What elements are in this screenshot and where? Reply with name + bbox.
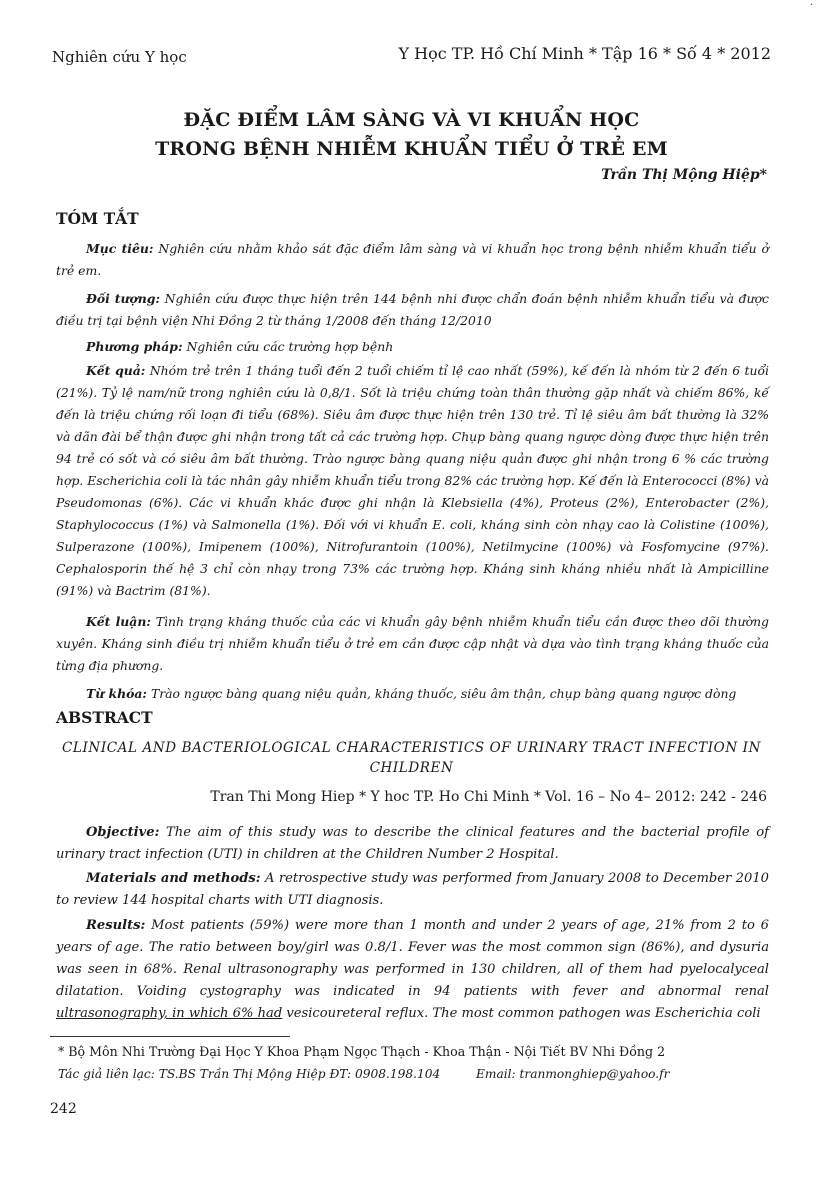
vn-objective [56, 238, 769, 282]
footnote-affiliation: * Bộ Môn Nhi Trường Đại Học Y Khoa Phạm Ngọc Thạch - Khoa Thận - Nội Tiết BV Nhi Đồng 2 [58, 1044, 666, 1059]
title-line-2: TRONG BỆNH NHIỄM KHUẨN TIỂU Ở TRẺ EM [155, 138, 668, 160]
en-results-text-a: Most patients (59%) were more than 1 month and under 2 years of age, 21% from 2 to 6 years of age. The ratio between boy/girl was 0.8/1. Fever was the most common sign (86%), and dysuria was seen in 68%. Renal ultrasonography was performed in 130 children, all of them had pyelocalyceal dilatation. Voiding cystography was indicated in 94 patients with fever and abnormal renal [56, 918, 769, 999]
vn-methods-text: Nghiên cứu các trường hợp bệnh [182, 339, 394, 354]
vn-subjects [56, 288, 769, 332]
vn-results-text: Nhóm trẻ trên 1 tháng tuổi đến 2 tuổi chiếm tỉ lệ cao nhất (59%), kế đến là nhóm từ 2 đến 6 tuổi (21%). Tỷ lệ nam/nữ trong nghiên cứu là 0,8/1. Sốt là triệu chứng toàn thân thường gặp nhất và chiếm 86%, kế đến là triệu chứng rối loạn đi tiểu (68%). Siêu âm được thực hiện trên 130 trẻ. Tỉ lệ siêu âm bất thường là 32% và dãn đài bể thận được ghi nhận trong tất cả các trường hợp. Chụp bàng quang ngược dòng được thực hiện trên 94 trẻ có sốt và có siêu âm bất thường. Trào ngược bàng quang niệu quản được ghi nhận trong 6 % các trường hợp. Escherichia coli là tác nhân gây nhiễm khuẩn tiểu trong 82% các trường hợp. Kế đến là Enterococci (8%) và Pseudomonas (6%). Các vi khuẩn khác được ghi nhận là Klebsiella (4%), Proteus (2%), Enterobacter (2%), Staphylococcus (1%) và Salmonella (1%). Đối với vi khuẩn E. coli, kháng sinh còn nhạy cao là Colistine (100%), Sulperazone (100%), Imipenem (100%), Nitrofurantoin (100%), Netilmycine (100%) và Fosfomycine (97%). Cephalosporin thế hệ 3 chỉ còn nhạy trong 73% các trường hợp. Kháng sinh kháng nhiều nhất là Ampicilline (91%) và Bactrim (81%). [56, 363, 769, 598]
en-results-text-b: vesicoureteral reflux. The most common pathogen was Escherichia coli [282, 1006, 761, 1021]
running-header [52, 44, 771, 70]
corner-mark: · [809, 0, 813, 11]
vn-methods [56, 336, 769, 358]
vn-methods-label: Phương pháp: [86, 339, 183, 354]
vn-objective-label: Mục tiêu: [86, 241, 154, 256]
vn-results-label: Kết quả: [86, 363, 146, 378]
vn-keywords [56, 683, 769, 705]
vn-summary-heading: TÓM TẮT [56, 209, 139, 228]
vn-results [56, 360, 769, 602]
vn-objective-text: Nghiên cứu nhằm khảo sát đặc điểm lâm sàng và vi khuẩn học trong bệnh nhiễm khuẩn tiểu ở trẻ em. [56, 241, 769, 278]
vn-conclusion-text: Tình trạng kháng thuốc của các vi khuẩn gây bệnh nhiễm khuẩn tiểu cần được theo dõi thường xuyên. Kháng sinh điều trị nhiễm khuẩn tiểu ở trẻ em cần được cập nhật và dựa vào tình trạng kháng thuốc của từng địa phương. [56, 614, 769, 673]
article-title [40, 106, 783, 164]
en-objective-label: Objective: [86, 825, 160, 840]
vn-keywords-label: Từ khóa: [86, 686, 148, 701]
en-results-underlined: ultrasonography, in which 6% had [56, 1006, 283, 1021]
vn-subjects-text: Nghiên cứu được thực hiện trên 144 bệnh nhi được chẩn đoán bệnh nhiễm khuẩn tiểu và được điều trị tại bệnh viện Nhi Đồng 2 từ tháng 1/2008 đến tháng 12/2010 [56, 291, 769, 328]
citation: Tran Thi Mong Hiep * Y hoc TP. Ho Chi Minh * Vol. 16 – No 4– 2012: 242 - 246 [210, 789, 767, 805]
footnote-contact [58, 1067, 673, 1081]
en-methods [56, 868, 769, 912]
en-objective-text: The aim of this study was to describe the clinical features and the bacterial profile of urinary tract infection (UTI) in children at the Children Number 2 Hospital. [56, 825, 769, 862]
title-line-1: ĐẶC ĐIỂM LÂM SÀNG VÀ VI KHUẨN HỌC [183, 109, 640, 131]
en-methods-label: Materials and methods: [86, 871, 261, 886]
vn-conclusion-label: Kết luận: [86, 614, 151, 629]
footnote-email: Email: tranmonghiep@yahoo.fr [476, 1067, 670, 1081]
vn-keywords-text: Trào ngược bàng quang niệu quản, kháng thuốc, siêu âm thận, chụp bàng quang ngược dòng [147, 686, 737, 701]
en-methods-text: A retrospective study was performed from January 2008 to December 2010 to review 144 hospital charts with UTI diagnosis. [56, 871, 770, 908]
footnote-rule [50, 1036, 290, 1037]
author: Trần Thị Mộng Hiệp* [601, 167, 767, 183]
en-results-label: Results: [86, 918, 146, 933]
vn-conclusion [56, 611, 769, 677]
page-number: 242 [50, 1101, 77, 1117]
header-right: Y Học TP. Hồ Chí Minh * Tập 16 * Số 4 * 2012 [398, 44, 771, 63]
header-left: Nghiên cứu Y học [52, 48, 187, 66]
footnote-contact-text: Tác giả liên lạc: TS.BS Trần Thị Mộng Hiệp ĐT: 0908.198.104 [58, 1067, 441, 1081]
en-results [56, 915, 769, 1025]
vn-subjects-label: Đối tượng: [86, 291, 161, 306]
en-objective [56, 822, 769, 866]
english-title: CLINICAL AND BACTERIOLOGICAL CHARACTERISTICS OF URINARY TRACT INFECTION IN CHILDREN [61, 740, 761, 776]
abstract-heading: ABSTRACT [56, 708, 153, 727]
